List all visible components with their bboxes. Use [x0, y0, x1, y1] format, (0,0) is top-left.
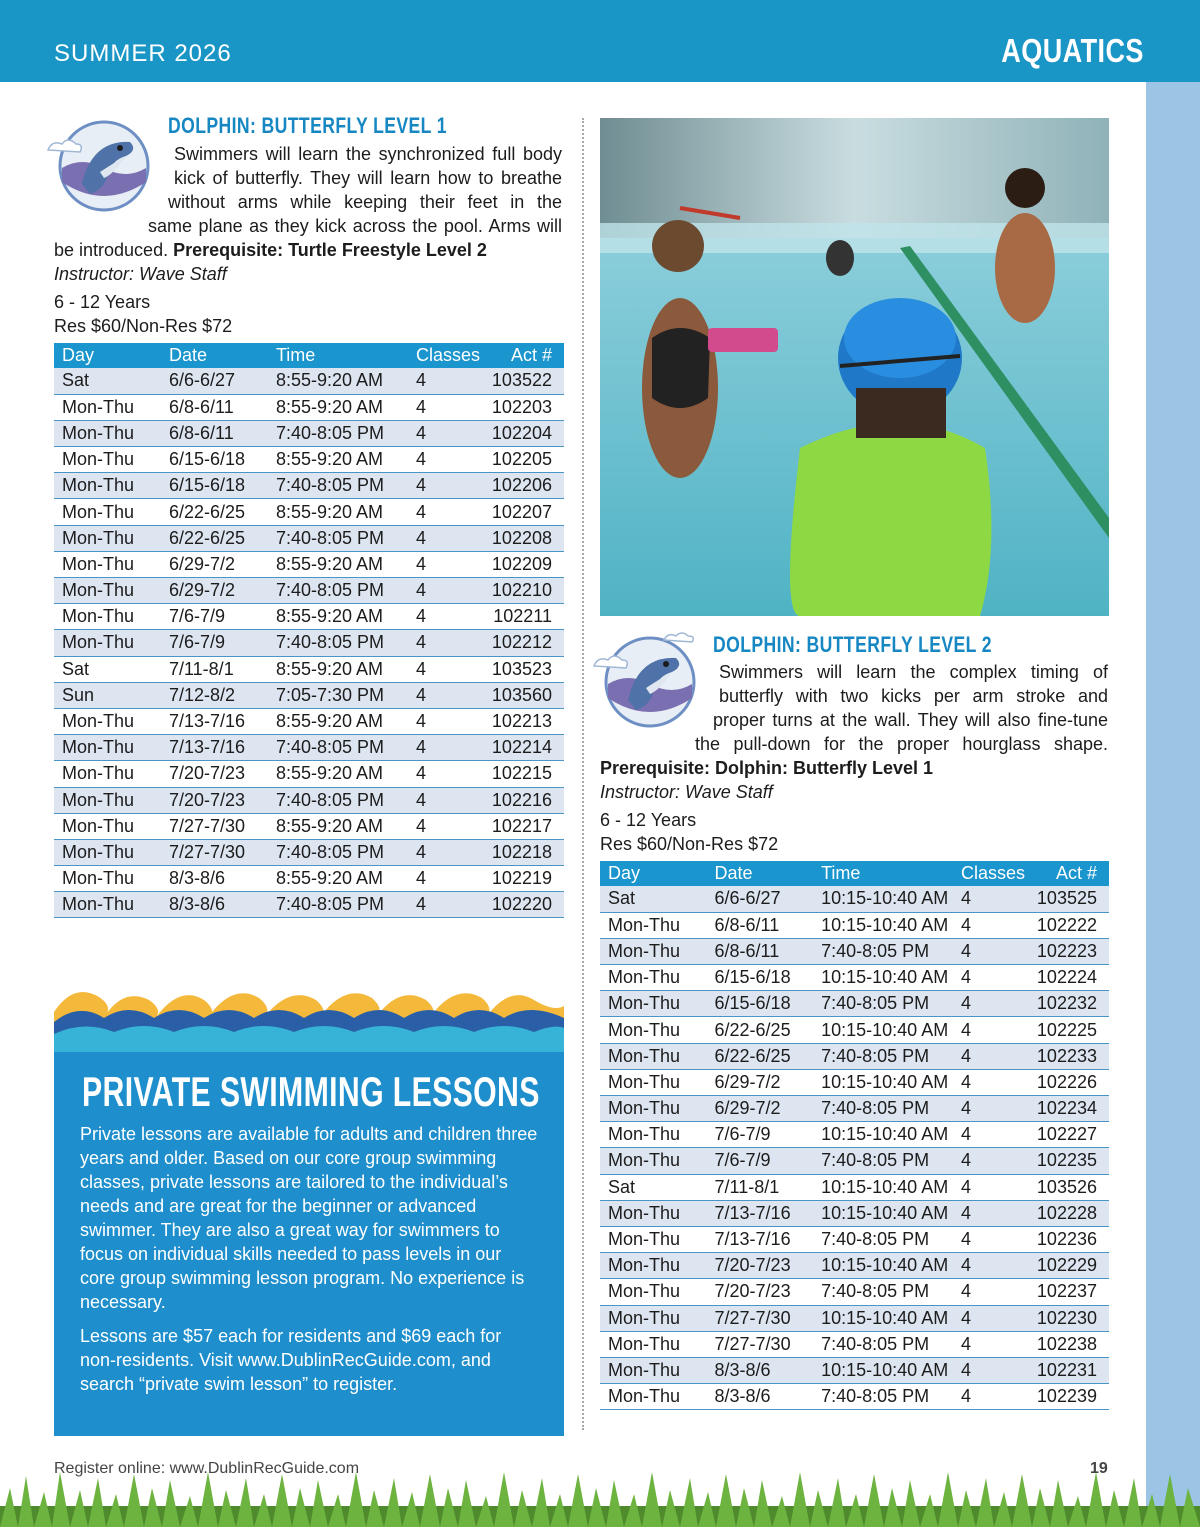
level2-desc-line: the pull-down for the proper hourglass shape. [695, 734, 1108, 754]
cell-classes: 4 [953, 965, 1025, 991]
cell-day: Mon-Thu [600, 1357, 707, 1383]
cell-act: 102214 [480, 735, 564, 761]
cell-date: 7/13-7/16 [707, 1200, 814, 1226]
cell-day: Mon-Thu [600, 1122, 707, 1148]
table-row [54, 499, 564, 525]
cell-classes: 4 [953, 1253, 1025, 1279]
cell-day: Mon-Thu [54, 447, 161, 473]
cell-time: 10:15-10:40 AM [813, 886, 953, 912]
cell-act: 102226 [1025, 1069, 1109, 1095]
cell-time: 7:40-8:05 PM [268, 892, 408, 918]
cell-time: 7:40-8:05 PM [813, 991, 953, 1017]
level2-prereq: Prerequisite: Dolphin: Butterfly Level 1 [600, 758, 934, 778]
cell-classes: 4 [953, 1357, 1025, 1383]
cell-day: Mon-Thu [600, 1331, 707, 1357]
table-row [54, 604, 564, 630]
cell-day: Mon-Thu [54, 604, 161, 630]
cell-classes: 4 [408, 866, 480, 892]
cell-day: Mon-Thu [600, 1305, 707, 1331]
cell-classes: 4 [408, 892, 480, 918]
table-row [54, 551, 564, 577]
cell-time: 7:40-8:05 PM [813, 1043, 953, 1069]
cell-time: 10:15-10:40 AM [813, 1305, 953, 1331]
cell-time: 7:40-8:05 PM [813, 1384, 953, 1410]
table-row [54, 682, 564, 708]
cell-time: 7:40-8:05 PM [268, 420, 408, 446]
cell-date: 6/29-7/2 [161, 551, 268, 577]
level2-ages: 6 - 12 Years [600, 810, 697, 830]
cell-classes: 4 [953, 1279, 1025, 1305]
cell-time: 7:40-8:05 PM [813, 1226, 953, 1252]
cell-date: 8/3-8/6 [707, 1384, 814, 1410]
cell-date: 7/27-7/30 [707, 1331, 814, 1357]
cell-day: Mon-Thu [54, 473, 161, 499]
cell-classes: 4 [953, 1043, 1025, 1069]
cell-time: 7:40-8:05 PM [268, 578, 408, 604]
cell-classes: 4 [953, 1226, 1025, 1252]
table-row [54, 630, 564, 656]
cell-classes: 4 [408, 447, 480, 473]
cell-act: 102215 [480, 761, 564, 787]
cell-date: 7/13-7/16 [161, 735, 268, 761]
cell-act: 102237 [1025, 1279, 1109, 1305]
col-date: Date [161, 343, 268, 368]
cell-time: 8:55-9:20 AM [268, 813, 408, 839]
cell-date: 6/22-6/25 [161, 525, 268, 551]
cell-day: Mon-Thu [54, 761, 161, 787]
cell-date: 6/22-6/25 [707, 1017, 814, 1043]
cell-date: 6/29-7/2 [707, 1096, 814, 1122]
cell-day: Mon-Thu [54, 630, 161, 656]
cell-act: 102231 [1025, 1357, 1109, 1383]
cell-act: 102225 [1025, 1017, 1109, 1043]
cell-time: 7:40-8:05 PM [813, 938, 953, 964]
cell-act: 103525 [1025, 886, 1109, 912]
cell-time: 8:55-9:20 AM [268, 761, 408, 787]
cell-date: 6/6-6/27 [161, 368, 268, 394]
table-row [54, 866, 564, 892]
cell-act: 102238 [1025, 1331, 1109, 1357]
cell-date: 6/15-6/18 [161, 447, 268, 473]
cell-classes: 4 [408, 813, 480, 839]
cell-time: 10:15-10:40 AM [813, 912, 953, 938]
dolphin-icon [42, 112, 154, 212]
cell-classes: 4 [953, 1069, 1025, 1095]
cell-act: 102211 [480, 604, 564, 630]
cell-date: 6/15-6/18 [161, 473, 268, 499]
level1-prereq: Prerequisite: Turtle Freestyle Level 2 [173, 240, 487, 260]
cell-date: 7/6-7/9 [707, 1122, 814, 1148]
cell-classes: 4 [953, 912, 1025, 938]
cell-date: 6/8-6/11 [707, 938, 814, 964]
cell-day: Mon-Thu [600, 1017, 707, 1043]
cell-act: 102218 [480, 839, 564, 865]
table-row [600, 1096, 1109, 1122]
cell-classes: 4 [953, 1122, 1025, 1148]
cell-classes: 4 [953, 1384, 1025, 1410]
col-classes: Classes [953, 861, 1025, 886]
cell-time: 8:55-9:20 AM [268, 447, 408, 473]
cell-time: 10:15-10:40 AM [813, 1253, 953, 1279]
cell-classes: 4 [953, 938, 1025, 964]
table-row [600, 1069, 1109, 1095]
cell-act: 102232 [1025, 991, 1109, 1017]
cell-date: 8/3-8/6 [161, 866, 268, 892]
cell-time: 7:40-8:05 PM [268, 525, 408, 551]
cell-time: 7:40-8:05 PM [813, 1096, 953, 1122]
level1-ages: 6 - 12 Years [54, 292, 151, 312]
level2-fee: Res $60/Non-Res $72 [600, 834, 779, 854]
cell-act: 102206 [480, 473, 564, 499]
table-row [54, 839, 564, 865]
private-title: PRIVATE SWIMMING LESSONS [82, 1068, 540, 1115]
col-day: Day [600, 861, 707, 886]
table-row [600, 1279, 1109, 1305]
cell-time: 7:40-8:05 PM [268, 473, 408, 499]
cell-day: Sat [600, 886, 707, 912]
cell-time: 8:55-9:20 AM [268, 499, 408, 525]
cell-day: Sun [54, 682, 161, 708]
cell-classes: 4 [953, 1017, 1025, 1043]
cell-act: 102222 [1025, 912, 1109, 938]
cell-time: 10:15-10:40 AM [813, 1200, 953, 1226]
cell-date: 6/22-6/25 [161, 499, 268, 525]
cell-date: 6/8-6/11 [161, 394, 268, 420]
level1-title: DOLPHIN: BUTTERFLY LEVEL 1 [168, 113, 447, 138]
table-row [54, 813, 564, 839]
table-row [54, 420, 564, 446]
cell-date: 6/29-7/2 [161, 578, 268, 604]
cell-act: 102203 [480, 394, 564, 420]
table-row [600, 1357, 1109, 1383]
table-row [600, 912, 1109, 938]
cell-day: Mon-Thu [54, 866, 161, 892]
cell-date: 7/20-7/23 [707, 1253, 814, 1279]
cell-act: 102204 [480, 420, 564, 446]
cell-time: 10:15-10:40 AM [813, 1069, 953, 1095]
cell-time: 7:40-8:05 PM [268, 735, 408, 761]
cell-classes: 4 [408, 368, 480, 394]
level1-desc-line: Swimmers will learn the synchronized full body [174, 144, 562, 164]
level1-desc-tail: be introduced. [54, 240, 169, 260]
cell-act: 102208 [480, 525, 564, 551]
cell-time: 8:55-9:20 AM [268, 866, 408, 892]
cell-classes: 4 [408, 656, 480, 682]
section-title: AQUATICS [1001, 32, 1144, 69]
private-lessons-box [54, 972, 564, 1436]
cell-date: 7/12-8/2 [161, 682, 268, 708]
cell-classes: 4 [953, 1305, 1025, 1331]
col-day: Day [54, 343, 161, 368]
cell-act: 102207 [480, 499, 564, 525]
private-para-2: Lessons are $57 each for residents and $69 each for non-residents. Visit www.DublinRecGuide.com, and search “private swim lesson” to register. [80, 1326, 502, 1394]
cell-time: 7:40-8:05 PM [813, 1331, 953, 1357]
cell-day: Mon-Thu [54, 551, 161, 577]
level2-title: DOLPHIN: BUTTERFLY LEVEL 2 [713, 632, 992, 657]
cell-time: 8:55-9:20 AM [268, 551, 408, 577]
cell-date: 7/13-7/16 [161, 708, 268, 734]
cell-date: 7/11-8/1 [161, 656, 268, 682]
table-row [600, 1122, 1109, 1148]
cell-time: 7:40-8:05 PM [268, 839, 408, 865]
column-divider [582, 118, 584, 1430]
cell-date: 7/20-7/23 [161, 787, 268, 813]
level2-schedule-table [600, 861, 1109, 1410]
cell-day: Mon-Thu [54, 525, 161, 551]
level1-desc-line: same plane as they kick across the pool. Arms will [148, 216, 562, 236]
cell-time: 7:40-8:05 PM [813, 1148, 953, 1174]
level2-instructor: Instructor: Wave Staff [600, 782, 773, 802]
cell-classes: 4 [408, 708, 480, 734]
table-row [600, 965, 1109, 991]
table-row [54, 892, 564, 918]
cell-time: 7:40-8:05 PM [813, 1279, 953, 1305]
table-header-row [54, 343, 564, 368]
table-row [54, 735, 564, 761]
cell-day: Mon-Thu [600, 1279, 707, 1305]
cell-day: Mon-Thu [600, 991, 707, 1017]
level2-desc-line: Swimmers will learn the complex timing of [719, 662, 1108, 682]
cell-time: 10:15-10:40 AM [813, 1174, 953, 1200]
cell-day: Mon-Thu [54, 892, 161, 918]
cell-act: 102213 [480, 708, 564, 734]
table-row [600, 1253, 1109, 1279]
cell-act: 102210 [480, 578, 564, 604]
cell-classes: 4 [408, 394, 480, 420]
table-row [600, 1148, 1109, 1174]
col-date: Date [707, 861, 814, 886]
cell-date: 6/8-6/11 [161, 420, 268, 446]
cell-date: 6/29-7/2 [707, 1069, 814, 1095]
level1-desc-line: without arms while keeping their feet in the [168, 192, 562, 212]
cell-day: Mon-Thu [600, 965, 707, 991]
cell-act: 103560 [480, 682, 564, 708]
cell-time: 7:05-7:30 PM [268, 682, 408, 708]
cell-day: Mon-Thu [54, 839, 161, 865]
cell-classes: 4 [953, 1148, 1025, 1174]
cell-time: 7:40-8:05 PM [268, 787, 408, 813]
cell-date: 7/27-7/30 [707, 1305, 814, 1331]
cell-date: 8/3-8/6 [707, 1357, 814, 1383]
cell-classes: 4 [408, 525, 480, 551]
cell-act: 102227 [1025, 1122, 1109, 1148]
cell-classes: 4 [953, 991, 1025, 1017]
cell-date: 7/27-7/30 [161, 839, 268, 865]
cell-date: 6/15-6/18 [707, 991, 814, 1017]
table-row [54, 525, 564, 551]
col-act: Act # [480, 343, 564, 368]
cell-date: 7/27-7/30 [161, 813, 268, 839]
table-row [54, 708, 564, 734]
cell-act: 102220 [480, 892, 564, 918]
cell-classes: 4 [408, 787, 480, 813]
cell-date: 6/6-6/27 [707, 886, 814, 912]
table-row [600, 1305, 1109, 1331]
cell-date: 6/22-6/25 [707, 1043, 814, 1069]
table-row [600, 1331, 1109, 1357]
cell-classes: 4 [408, 839, 480, 865]
pool-photo [600, 118, 1109, 616]
cell-act: 103522 [480, 368, 564, 394]
cell-day: Sat [54, 656, 161, 682]
cell-act: 102228 [1025, 1200, 1109, 1226]
cell-time: 10:15-10:40 AM [813, 1357, 953, 1383]
cell-day: Mon-Thu [600, 1226, 707, 1252]
level2-desc-line: butterfly with two kicks per arm stroke and [719, 686, 1108, 706]
cell-time: 8:55-9:20 AM [268, 656, 408, 682]
level1-fee: Res $60/Non-Res $72 [54, 316, 233, 336]
col-act: Act # [1025, 861, 1109, 886]
table-row [600, 991, 1109, 1017]
cell-time: 8:55-9:20 AM [268, 394, 408, 420]
cell-act: 102229 [1025, 1253, 1109, 1279]
cell-day: Sat [600, 1174, 707, 1200]
table-row [600, 1384, 1109, 1410]
table-row [54, 368, 564, 394]
cell-date: 6/8-6/11 [707, 912, 814, 938]
cell-act: 103523 [480, 656, 564, 682]
cell-date: 7/11-8/1 [707, 1174, 814, 1200]
cell-day: Mon-Thu [54, 394, 161, 420]
cell-classes: 4 [953, 886, 1025, 912]
cell-day: Mon-Thu [600, 1069, 707, 1095]
level1-instructor: Instructor: Wave Staff [54, 264, 227, 284]
cell-day: Mon-Thu [600, 1253, 707, 1279]
table-row [600, 1200, 1109, 1226]
table-row [54, 447, 564, 473]
cell-classes: 4 [408, 578, 480, 604]
cell-day: Mon-Thu [54, 708, 161, 734]
col-time: Time [268, 343, 408, 368]
private-para-1: Private lessons are available for adults and children three years and older. Based on our core group swimming classes, private lessons are tailored to the individual’s needs and are great for the beginner or advanced swimmer. They are also a great way for swimmers to focus on individual skills needed to pass levels in our core group swimming lesson program. No experience is necessary. [80, 1124, 538, 1312]
cell-day: Mon-Thu [600, 938, 707, 964]
cell-act: 102217 [480, 813, 564, 839]
cell-classes: 4 [408, 761, 480, 787]
table-row [54, 761, 564, 787]
cell-date: 7/13-7/16 [707, 1226, 814, 1252]
cell-time: 10:15-10:40 AM [813, 965, 953, 991]
cell-time: 8:55-9:20 AM [268, 604, 408, 630]
cell-day: Sat [54, 368, 161, 394]
cell-act: 102224 [1025, 965, 1109, 991]
cell-day: Mon-Thu [600, 1148, 707, 1174]
cell-day: Mon-Thu [54, 787, 161, 813]
table-row [600, 1174, 1109, 1200]
cell-day: Mon-Thu [600, 912, 707, 938]
cell-classes: 4 [408, 420, 480, 446]
cell-time: 10:15-10:40 AM [813, 1122, 953, 1148]
cell-classes: 4 [408, 499, 480, 525]
cell-day: Mon-Thu [54, 735, 161, 761]
cell-day: Mon-Thu [54, 578, 161, 604]
level1-schedule-table [54, 343, 564, 918]
table-row [54, 578, 564, 604]
table-row [54, 394, 564, 420]
cell-classes: 4 [408, 551, 480, 577]
level1-desc-last [54, 238, 487, 262]
cell-day: Mon-Thu [600, 1043, 707, 1069]
cell-act: 102205 [480, 447, 564, 473]
table-row [600, 1226, 1109, 1252]
cell-classes: 4 [953, 1174, 1025, 1200]
dolphin-icon [588, 628, 700, 728]
cell-time: 8:55-9:20 AM [268, 368, 408, 394]
cell-day: Mon-Thu [600, 1384, 707, 1410]
cell-classes: 4 [953, 1200, 1025, 1226]
level2-desc-line: proper turns at the wall. They will also fine-tune [713, 710, 1108, 730]
cell-classes: 4 [408, 735, 480, 761]
col-time: Time [813, 861, 953, 886]
table-header-row [600, 861, 1109, 886]
cell-act: 102223 [1025, 938, 1109, 964]
cell-date: 7/6-7/9 [707, 1148, 814, 1174]
cell-act: 103526 [1025, 1174, 1109, 1200]
cell-act: 102239 [1025, 1384, 1109, 1410]
footer-register-link[interactable]: Register online: www.DublinRecGuide.com [54, 1460, 360, 1477]
cell-classes: 4 [408, 682, 480, 708]
cell-date: 7/20-7/23 [707, 1279, 814, 1305]
table-row [54, 656, 564, 682]
cell-date: 7/6-7/9 [161, 630, 268, 656]
cell-date: 8/3-8/6 [161, 892, 268, 918]
cell-act: 102236 [1025, 1226, 1109, 1252]
cell-act: 102234 [1025, 1096, 1109, 1122]
cell-day: Mon-Thu [54, 420, 161, 446]
cell-act: 102219 [480, 866, 564, 892]
cell-day: Mon-Thu [54, 813, 161, 839]
season-label: SUMMER 2026 [54, 40, 232, 67]
table-row [600, 1017, 1109, 1043]
side-strip [1146, 82, 1200, 1527]
cell-classes: 4 [953, 1331, 1025, 1357]
cell-date: 6/15-6/18 [707, 965, 814, 991]
col-classes: Classes [408, 343, 480, 368]
cell-act: 102230 [1025, 1305, 1109, 1331]
cell-day: Mon-Thu [600, 1096, 707, 1122]
cell-act: 102212 [480, 630, 564, 656]
cell-act: 102233 [1025, 1043, 1109, 1069]
cell-act: 102216 [480, 787, 564, 813]
cell-time: 7:40-8:05 PM [268, 630, 408, 656]
cell-classes: 4 [408, 630, 480, 656]
cell-classes: 4 [408, 473, 480, 499]
cell-day: Mon-Thu [54, 499, 161, 525]
table-row [54, 473, 564, 499]
cell-day: Mon-Thu [600, 1200, 707, 1226]
cell-date: 7/20-7/23 [161, 761, 268, 787]
cell-classes: 4 [953, 1096, 1025, 1122]
table-row [600, 938, 1109, 964]
table-row [54, 787, 564, 813]
cell-act: 102235 [1025, 1148, 1109, 1174]
page-number: 19 [1090, 1460, 1108, 1477]
cell-date: 7/6-7/9 [161, 604, 268, 630]
cell-classes: 4 [408, 604, 480, 630]
table-row [600, 886, 1109, 912]
cell-act: 102209 [480, 551, 564, 577]
level1-desc-line: kick of butterfly. They will learn how to breathe [174, 168, 562, 188]
cell-time: 8:55-9:20 AM [268, 708, 408, 734]
cell-time: 10:15-10:40 AM [813, 1017, 953, 1043]
table-row [600, 1043, 1109, 1069]
